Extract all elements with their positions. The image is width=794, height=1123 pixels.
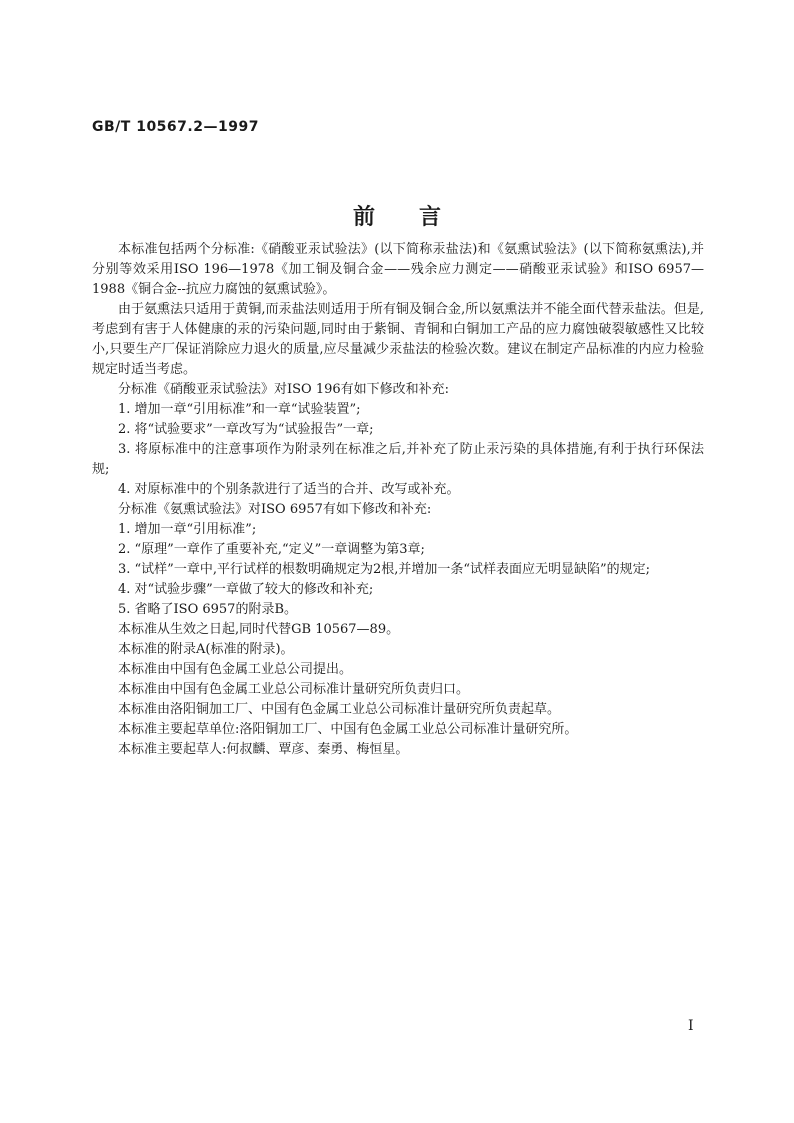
paragraph: 本标准包括两个分标准:《硝酸亚汞试验法》(以下简称汞盐法)和《氨熏试验法》(以下简称氨熏法),并分别等效采用ISO 196—1978《加工铜及铜合金——残余应力测定——硝酸亚汞试验》和ISO 6957—1988《铜合金--抗应力腐蚀的氨熏试验》。 [92, 242, 704, 297]
list-item: 1. 增加一章“引用标准”和一章“试验装置”; [118, 402, 361, 417]
paragraph: 分标准《硝酸亚汞试验法》对ISO 196有如下修改和补充: [118, 382, 450, 397]
paragraph: 本标准主要起草单位:洛阳铜加工厂、中国有色金属工业总公司标准计量研究所。 [118, 722, 578, 737]
list-item: 5. 省略了ISO 6957的附录B。 [118, 602, 298, 617]
page-title: 前言 [352, 204, 485, 230]
document-body [92, 240, 704, 760]
paragraph: 本标准由洛阳铜加工厂、中国有色金属工业总公司标准计量研究所负责起草。 [118, 702, 561, 717]
paragraph: 本标准主要起草人:何叔麟、覃彦、秦勇、梅恒星。 [118, 742, 409, 757]
paragraph: 分标准《氨熏试验法》对ISO 6957有如下修改和补充: [118, 502, 432, 517]
list-item: 4. 对原标准中的个别条款进行了适当的合并、改写或补充。 [118, 482, 460, 497]
standard-code: GB/T 10567.2—1997 [92, 119, 259, 135]
paragraph: 本标准从生效之日起,同时代替GB 10567—89。 [118, 622, 400, 637]
list-item: 1. 增加一章“引用标准”; [118, 522, 257, 537]
paragraph: 由于氨熏法只适用于黄铜,而汞盐法则适用于所有铜及铜合金,所以氨熏法并不能全面代替汞盐法。但是,考虑到有害于人体健康的汞的污染问题,同时由于紫铜、青铜和白铜加工产品的应力腐蚀破裂敏感性又比较小,只要生产厂保证消除应力退火的质量,应尽量减少汞盐法的检验次数。建议在制定产品标准的内应力检验规定时适当考虑。 [92, 302, 704, 377]
paragraph: 本标准的附录A(标准的附录)。 [118, 642, 294, 657]
list-item: 2. 将“试验要求”一章改写为“试验报告”一章; [118, 422, 374, 437]
list-item: 3. “试样”一章中,平行试样的根数明确规定为2根,并增加一条“试样表面应无明显缺陷”的规定; [118, 562, 651, 577]
paragraph: 本标准由中国有色金属工业总公司提出。 [118, 662, 353, 677]
paragraph: 本标准由中国有色金属工业总公司标准计量研究所负责归口。 [118, 682, 470, 697]
list-item: 4. 对“试验步骤”一章做了较大的修改和补充; [118, 582, 374, 597]
list-item: 3. 将原标准中的注意事项作为附录列在标准之后,并补充了防止汞污染的具体措施,有利于执行环保法规; [92, 442, 704, 477]
page-number: I [688, 1018, 694, 1034]
list-item: 2. “原理”一章作了重要补充,“定义”一章调整为第3章; [118, 542, 425, 557]
